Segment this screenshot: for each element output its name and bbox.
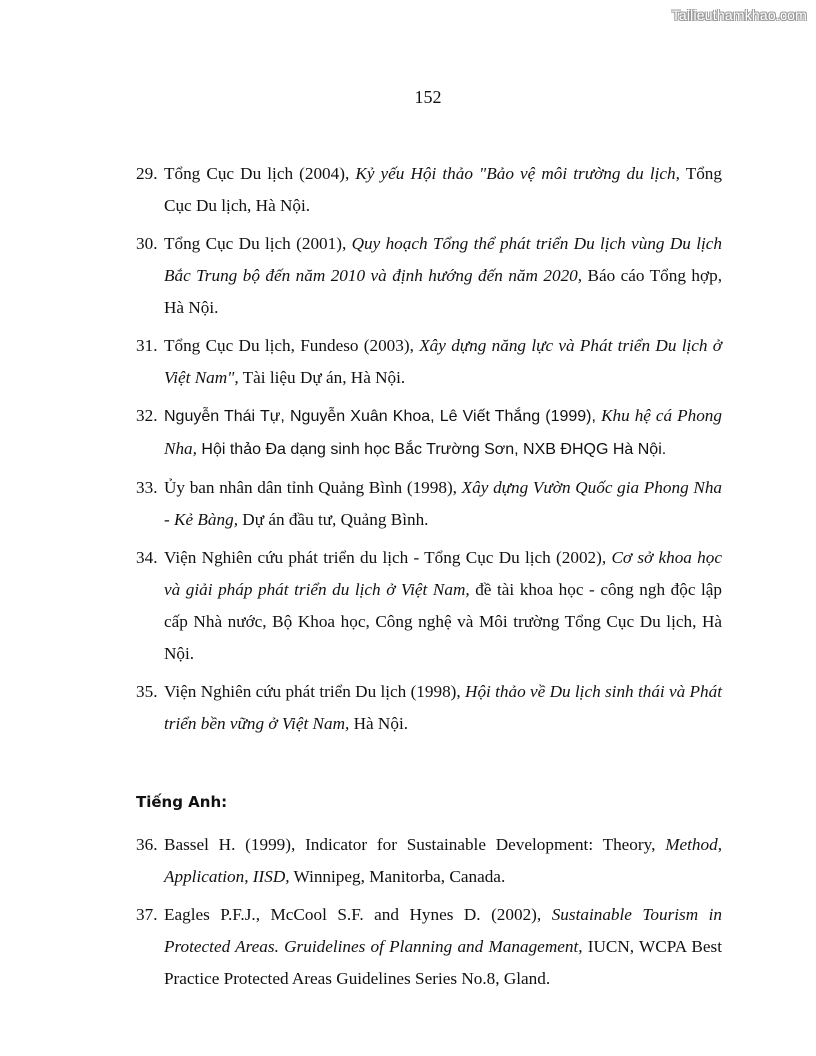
english-reference-list [136,829,722,1001]
reference-text: Bassel H. (1999), Indicator for Sustainable Development: Theory, Method, Application, IISD, Winnipeg, Manitorba, Canada. [164,835,722,886]
reference-item [136,158,722,222]
vietnamese-reference-list [136,158,722,746]
reference-number: 33. [136,478,158,497]
reference-text: Eagles P.F.J., McCool S.F. and Hynes D. (2002), Sustainable Tourism in Protected Areas. Gruidelines of Planning and Management, IUCN, WCPA Best Practice Protected Areas Guidelines Series No.8, Gland. [164,905,722,988]
reference-text: Nguyễn Thái Tự, Nguyễn Xuân Khoa, Lê Viết Thắng (1999), Khu hệ cá Phong Nha, Hội thảo Đa dạng sinh học Bắc Trường Sơn, NXB ĐHQG Hà Nội. [164,406,722,458]
reference-number: 29. [136,164,158,183]
reference-item [136,228,722,324]
reference-item [136,472,722,536]
reference-item [136,330,722,394]
reference-number: 30. [136,234,158,253]
reference-number: 37. [136,905,158,924]
reference-item [136,676,722,740]
reference-number: 31. [136,336,158,355]
reference-item [136,542,722,670]
reference-number: 35. [136,682,158,701]
reference-text: Tổng Cục Du lịch, Fundeso (2003), Xây dựng năng lực và Phát triển Du lịch ở Việt Nam", Tài liệu Dự án, Hà Nội. [164,336,722,387]
reference-text: Tổng Cục Du lịch (2004), Kỷ yếu Hội thảo "Bảo vệ môi trường du lịch, Tổng Cục Du lịch, Hà Nội. [164,164,722,215]
reference-text: Tổng Cục Du lịch (2001), Quy hoạch Tổng thể phát triển Du lịch vùng Du lịch Bắc Trung bộ đến năm 2010 và định hướng đến năm 2020, Báo cáo Tổng hợp, Hà Nội. [164,234,722,317]
reference-number: 34. [136,548,158,567]
reference-item [136,899,722,995]
page-number: 152 [414,87,442,107]
reference-item [136,400,722,466]
reference-text: Ủy ban nhân dân tỉnh Quảng Bình (1998), Xây dựng Vườn Quốc gia Phong Nha - Kẻ Bàng, Dự án đầu tư, Quảng Bình. [164,478,723,529]
reference-item [136,829,722,893]
reference-text: Viện Nghiên cứu phát triển Du lịch (1998), Hội thảo về Du lịch sinh thái và Phát triển bền vững ở Việt Nam, Hà Nội. [164,682,723,733]
watermark-text: Tailieuthamkhao.com [671,7,807,23]
reference-text: Viện Nghiên cứu phát triển du lịch - Tổng Cục Du lịch (2002), Cơ sở khoa học và giải pháp phát triển du lịch ở Việt Nam, đề tài khoa học - công ngh độc lập cấp Nhà nước, Bộ Khoa học, Công nghệ và Môi trường Tổng Cục Du lịch, Hà Nội. [164,548,723,663]
reference-number: 32. [136,406,158,425]
section-heading-english: Tiếng Anh: [136,793,228,811]
reference-number: 36. [136,835,158,854]
